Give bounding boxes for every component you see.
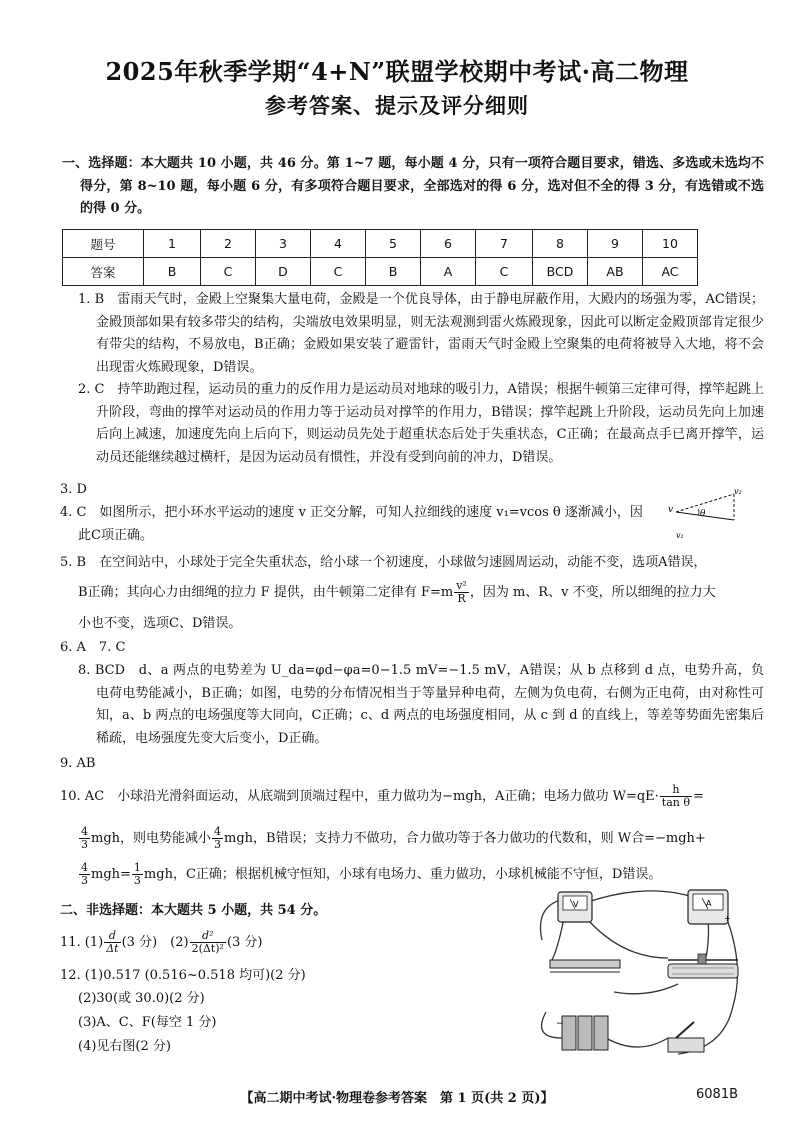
table-cell: AC (643, 258, 698, 286)
velocity-decomposition-diagram (668, 486, 748, 542)
ammeter-label: A (706, 899, 712, 908)
answer-q10-line3 (78, 860, 746, 890)
table-cell: 5 (366, 230, 421, 258)
q10-text-a: 10. AC 小球沿光滑斜面运动，从底端到顶端过程中，重力做功为−mgh，A正确；电场力做功 W=qE· (60, 789, 659, 804)
fraction-4-over-3 (79, 826, 90, 851)
fraction-4-over-3 (212, 826, 223, 851)
fraction-denominator: Δt (106, 942, 119, 955)
table-cell: C (476, 258, 533, 286)
fraction-denominator: 3 (81, 838, 88, 851)
fraction-denominator: 3 (214, 838, 222, 851)
answer-q12-line3: (3)A、C、F(每空 1 分) (78, 1015, 217, 1030)
answer-q11 (60, 928, 510, 958)
answer-q4-line2: 此C项正确。 (78, 528, 153, 543)
label-v1: v₁ (676, 531, 684, 540)
fraction-numerator: d (104, 930, 120, 943)
answer-q4-line1: 4. C 如图所示，把小环水平运动的速度 v 正交分解，可知人拉细线的速度 v₁=vcos θ 逐渐减小，因 (60, 505, 643, 520)
fraction-denominator: 2(Δt)² (191, 942, 224, 955)
fraction-h-over-tan (660, 784, 692, 809)
table-cell: B (366, 258, 421, 286)
table-cell: B (144, 258, 201, 286)
table-cell: C (311, 258, 366, 286)
fraction-v2-over-R (454, 580, 469, 605)
table-cell: D (256, 258, 311, 286)
switch-icon (668, 1022, 704, 1052)
answer-q5-line3: 小也不变，选项C、D错误。 (78, 616, 242, 631)
fraction-numerator: h (660, 784, 692, 797)
wire (588, 891, 696, 902)
table-row (63, 230, 698, 258)
answer-q3: 3. D (60, 482, 87, 497)
q11-label: 11. (1) (60, 935, 104, 950)
page-subtitle: 参考答案、提示及评分细则 (265, 93, 529, 118)
answer-q5-line1: 5. B 在空间站中，小球处于完全失重状态，给小球一个初速度，小球做匀速圆周运动，动能不变，选项A错误， (60, 555, 707, 570)
fraction-numerator: d² (190, 930, 226, 943)
answer-q6-q7: 6. A 7. C (60, 640, 126, 655)
answer-q1: 1. B 雷雨天气时，金殿上空聚集大量电荷，金殿是一个优良导体，由于静电屏蔽作用，大殿内的场强为零，AC错误；金殿顶部如果有较多带尖的结构，尖端放电效果明显，则无法观测到雷火炼殿现象，因此可以断定金殿顶部肯定很少有带尖的结构，不易放电，B正确；金殿如果安装了避雷针，雷雨天气时金殿上空聚集的电荷将被导入大地，将不会出现雷火炼殿现象，D错误。 (78, 292, 764, 375)
document-code: 6081B (696, 1087, 739, 1102)
fraction-denominator: tan θ (661, 796, 690, 809)
answer-q5-line2 (78, 577, 746, 609)
wire (606, 1038, 668, 1047)
circuit-diagram (528, 888, 746, 1066)
label-theta: θ (700, 509, 706, 519)
answer-q12-line4: (4)见右图(2 分) (78, 1039, 171, 1054)
wire (588, 920, 668, 958)
fraction-numerator: 1 (133, 861, 141, 874)
theta-arc (698, 509, 699, 515)
table-cell: BCD (533, 258, 588, 286)
voltmeter-icon (558, 892, 592, 922)
table-cell: 7 (476, 230, 533, 258)
table-cell: 10 (643, 230, 698, 258)
table-cell: 1 (144, 230, 201, 258)
resistor-wire-icon (550, 960, 620, 972)
table-cell: 2 (201, 230, 256, 258)
q10-text-e: mgh= (91, 867, 131, 882)
fraction-numerator: v² (456, 579, 467, 592)
table-row (63, 258, 698, 286)
fraction-numerator: 4 (81, 861, 88, 874)
wire (552, 918, 564, 960)
page-title: 2025年秋季学期“4+N”联盟学校期中考试·高二物理 (105, 57, 689, 86)
q5-text-b: ，因为 m、R、v 不变，所以细绳的拉力大 (469, 585, 716, 600)
section2-heading: 二、非选择题：本大题共 5 小题，共 54 分。 (60, 903, 327, 918)
fraction-1-over-3 (132, 862, 143, 887)
answer-q2: 2. C 持竿助跑过程，运动员的重力的反作用力是运动员对地球的吸引力，A错误；根据牛顿第三定律可得，撑竿起跳上升阶段，弯曲的撑竿对运动员的作用力等于运动员对撑竿的作用力，B错误；撑竿起跳上升阶段，运动员先向上加速后向上减速，加速度先向上后向下，则运动员先处于超重状态后处于失重状态，C正确；在最高点手已离开撑竿，运动员还能继续越过横杆，是因为运动员有惯性，并没有受到向前的冲力，D错误。 (78, 382, 764, 465)
battery-minus-label: − (556, 1019, 564, 1029)
fraction-denominator: R (457, 592, 466, 605)
footer-text: 【高二期中考试·物理卷参考答案 第 1 页(共 2 页)】 (240, 1091, 554, 1106)
answer-q10-line2 (78, 824, 746, 854)
q10-text-b: = (692, 789, 704, 804)
q11-score: (3 分) (226, 935, 263, 950)
answer-q8: 8. BCD d、a 两点的电势差为 U_da=φd−φa=0−1.5 mV=−1.5 mV，A错误；从 b 点移到 d 点，电势升高，负电荷电势能减小，B正确；如图，电势的分布情况相当于等量异种电荷，左侧为负电荷，右侧为正电荷，由对称性可知，a、b 两点的电场强度等大同向，C正确；c、d 两点的电场强度相同，从 c 到 d 的直线上，等差等势面先密集后稀疏，电场强度先变大后变小，D正确。 (78, 663, 764, 746)
fraction-numerator: 4 (81, 825, 88, 838)
fraction-numerator: 4 (214, 825, 222, 838)
table-cell: C (201, 258, 256, 286)
q10-text-c: mgh，则电势能减小 (91, 831, 212, 846)
label-v2: v₂ (734, 487, 742, 496)
answer-q9: 9. AB (60, 756, 96, 771)
answer-q10-line1 (60, 782, 750, 812)
answer-q12-line1: 12. (1)0.517 (0.516~0.518 均可)(2 分) (60, 968, 306, 983)
table-cell: 9 (588, 230, 643, 258)
voltmeter-label: V (573, 900, 579, 909)
table-cell: A (421, 258, 476, 286)
answer-q12-line2: (2)30(或 30.0)(2 分) (78, 991, 205, 1006)
wire (614, 984, 678, 994)
table-cell: 6 (421, 230, 476, 258)
label-v: v (668, 505, 674, 515)
q10-text-f: mgh，C正确；根据机械守恒知，小球有电场力、重力做功，小球机械能不守恒，D错误。 (143, 867, 662, 882)
q10-text-d: mgh，B错误；支持力不做功，合力做功等于各力做功的代数和，则 W合=−mgh+ (224, 831, 706, 846)
fraction-denominator: 3 (81, 874, 88, 887)
fraction-d2-over-2dt2 (190, 930, 226, 955)
rheostat-icon (668, 954, 738, 978)
table-cell: 4 (311, 230, 366, 258)
fraction-denominator: 3 (133, 874, 141, 887)
battery-icon (556, 1016, 608, 1050)
fraction-4-over-3 (79, 862, 90, 887)
table-cell: AB (588, 258, 643, 286)
ammeter-plus-label: + (724, 914, 731, 923)
table-cell: 3 (256, 230, 311, 258)
q11-score: (3 分) (2) (121, 935, 189, 950)
section1-heading: 一、选择题：本大题共 10 小题，共 46 分。第 1~7 题，每小题 4 分，只有一项符合题目要求，错选、多选或未选均不得分，第 8~10 题，每小题 6 分，有多项符合题目要求，全部选对的得 6 分，选对但不全的得 3 分，有选错或不选的得 0 分。 (62, 156, 764, 217)
ammeter-icon (688, 890, 731, 924)
q5-text-a: B正确；其向心力由细绳的拉力 F 提供，由牛顿第二定律有 F=m (78, 585, 454, 600)
answer-table (62, 229, 698, 286)
table-header-cell: 题号 (63, 230, 144, 258)
table-cell: 8 (533, 230, 588, 258)
table-header-cell: 答案 (63, 258, 144, 286)
fraction-d-over-dt (104, 930, 120, 955)
